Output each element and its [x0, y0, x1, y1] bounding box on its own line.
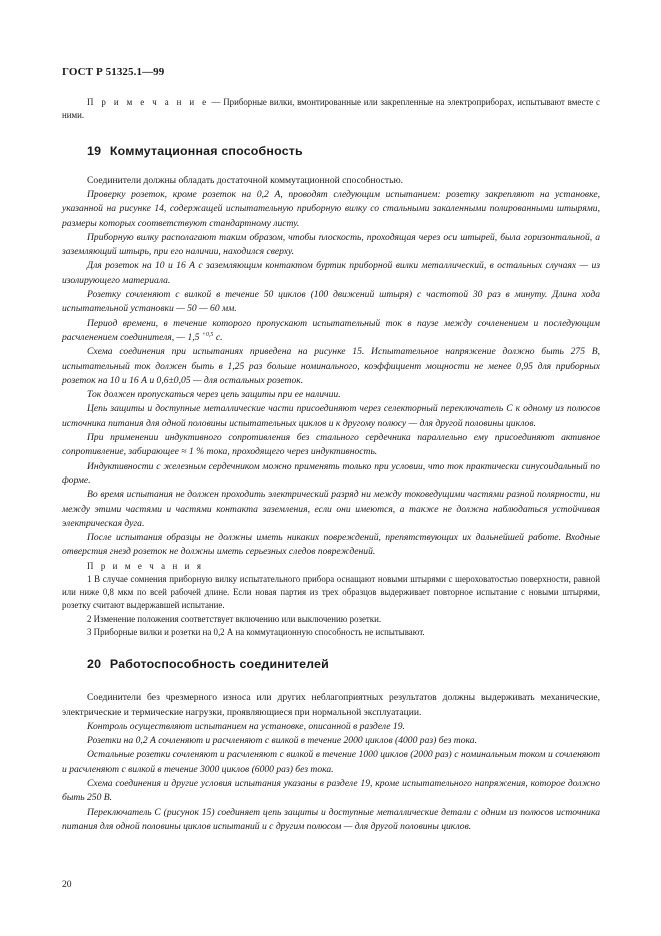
page-number: 20 [62, 879, 72, 890]
s20-paragraph-5: Схема соединения и другие условия испытания указаны в разделе 19, кроме испытательного напряжения, которое должно быть 250 В. [62, 778, 600, 804]
s19-paragraph-13: После испытания образцы не должны иметь никаких повреждений, препятствующих их дальнейшей работе. Входные отверстия гнезд розеток не должны иметь серьезных следов повреждений. [62, 532, 600, 558]
s19-p6-tolerance: +0,5 [201, 331, 214, 338]
section-20-title: Работоспособность соединителей [109, 656, 329, 671]
s19-note-3: 3 Приборные вилки и розетки на 0,2 А на коммутационную способность не испытывают. [87, 626, 425, 637]
s19-paragraph-8: Ток должен пропускаться через цепь защиты при ее наличии. [87, 389, 341, 401]
s20-paragraph-2: Контроль осуществляют испытанием на установке, описанной в разделе 19. [87, 720, 405, 732]
standard-header: ГОСТ Р 51325.1—99 [62, 66, 165, 78]
s19-paragraph-10: При применении индуктивного сопротивления без стального сердечника параллельно ему присоединяют активное сопротивление, забирающее ≈ 1 % тока, проходящего через индуктивность. [62, 432, 600, 458]
s19-paragraph-12: Во время испытания не должен проходить электрический разряд ни между токоведущими частями разной полярности, ни между этими частями и частями контакта заземления, если они имеются, а также не должна наблюдаться устойчивая электрическая дуга. [62, 489, 600, 529]
s20-paragraph-3: Розетки на 0,2 А сочленяют и расчленяют с вилкой в течение 2000 циклов (4000 раз) без тока. [87, 735, 477, 747]
s19-paragraph-5: Розетку сочленяют с вилкой в течение 50 циклов (100 движений штыря) с частотой 30 раз в минуту. Длина хода испытательной установки — 50 — 60 мм. [62, 289, 600, 315]
s19-paragraph-2: Проверку розеток, кроме розеток на 0,2 А, проводят следующим испытанием: розетку закрепляют на установке, указанной на рисунке 14, содержащей испытательную приборную вилку со стальными закаленными полированными штырями, размеры которых соответствуют стандартному листу. [62, 189, 600, 229]
s19-notes-label: П р и м е ч а н и я [87, 560, 204, 571]
s19-paragraph-7: Схема соединения при испытаниях приведена на рисунке 15. Испытательное напряжение должно быть 275 В, испытательный ток должен быть в 1,25 раз больше номинального, коэффициент мощности не менее 0,95 для приборных розеток на 10 и 16 А и 0,6±0,05 — для остальных розеток. [62, 346, 600, 386]
s19-p6-unit: с. [213, 331, 223, 343]
s19-note-1: 1 В случае сомнения приборную вилку испытательного прибора оснащают новыми штырями с шероховатостью поверхности, равной или ниже 0,8 мкм по всей рабочей длине. Если новая партия из трех образцов выдерживает повторное испытание с новыми штырями, розетку считают выдержавшей испытание. [62, 573, 600, 611]
section-20-number: 20 [87, 656, 102, 671]
section-19-title: Коммутационная способность [109, 144, 303, 159]
s19-paragraph-1: Соединители должны обладать достаточной коммутационной способностью. [87, 174, 404, 186]
s19-paragraph-11: Индуктивности с железным сердечником можно применять только при условии, что ток практически синусоидальный по форме. [62, 460, 600, 486]
page-content [62, 96, 600, 834]
section-19-heading [62, 144, 600, 158]
s19-paragraph-6 [62, 317, 600, 346]
section-20-heading [62, 657, 600, 671]
note-top-label: П р и м е ч а н и е [87, 97, 209, 107]
s20-paragraph-4: Остальные розетки сочленяют и расчленяют с вилкой в течение 1000 циклов (2000 раз) с номинальным током и сочленяют и расчленяют с вилкой в течение 3000 циклов (6000 раз) без тока. [62, 749, 600, 775]
s19-paragraph-9: Цепь защиты и доступные металлические части присоединяют через селекторный переключатель С к одному из полюсов источника питания для одной половины испытательных циклов и к другому полюсу — для другой половины циклов. [62, 403, 600, 429]
s20-paragraph-6: Переключатель С (рисунок 15) соединяет цепь защиты и доступные металлические детали с одним из полюсов источника питания для одной половины циклов испытаний и с другим полюсом — для другой половины циклов. [62, 806, 600, 832]
s20-paragraph-1: Соединители без чрезмерного износа или других неблагоприятных результатов должны выдерживать механические, электрические и термические нагрузки, проявляющиеся при нормальной эксплуатации. [62, 692, 600, 718]
s19-paragraph-4: Для розеток на 10 и 16 А с заземляющим контактом буртик приборной вилки металлический, в остальных случаях — из изолирующего материала. [62, 260, 600, 286]
s19-note-2: 2 Изменение положения соответствует включению или выключению розетки. [87, 613, 382, 624]
note-top [62, 96, 600, 122]
note-top-text: — Приборные вилки, вмонтированные или закрепленные на электроприборах, испытывают вместе с ними. [62, 97, 600, 121]
s19-p6-text: Период времени, в течение которого пропускают испытательный ток в паузе между сочленением и последующим расчленением соединителя, — 1,5 [62, 317, 600, 343]
section-19-number: 19 [87, 144, 102, 159]
s19-paragraph-3: Приборную вилку располагают таким образом, чтобы плоскость, проходящая через оси штырей, была горизонтальной, а заземляющий штырь, при его наличии, находился сверху. [62, 231, 600, 258]
